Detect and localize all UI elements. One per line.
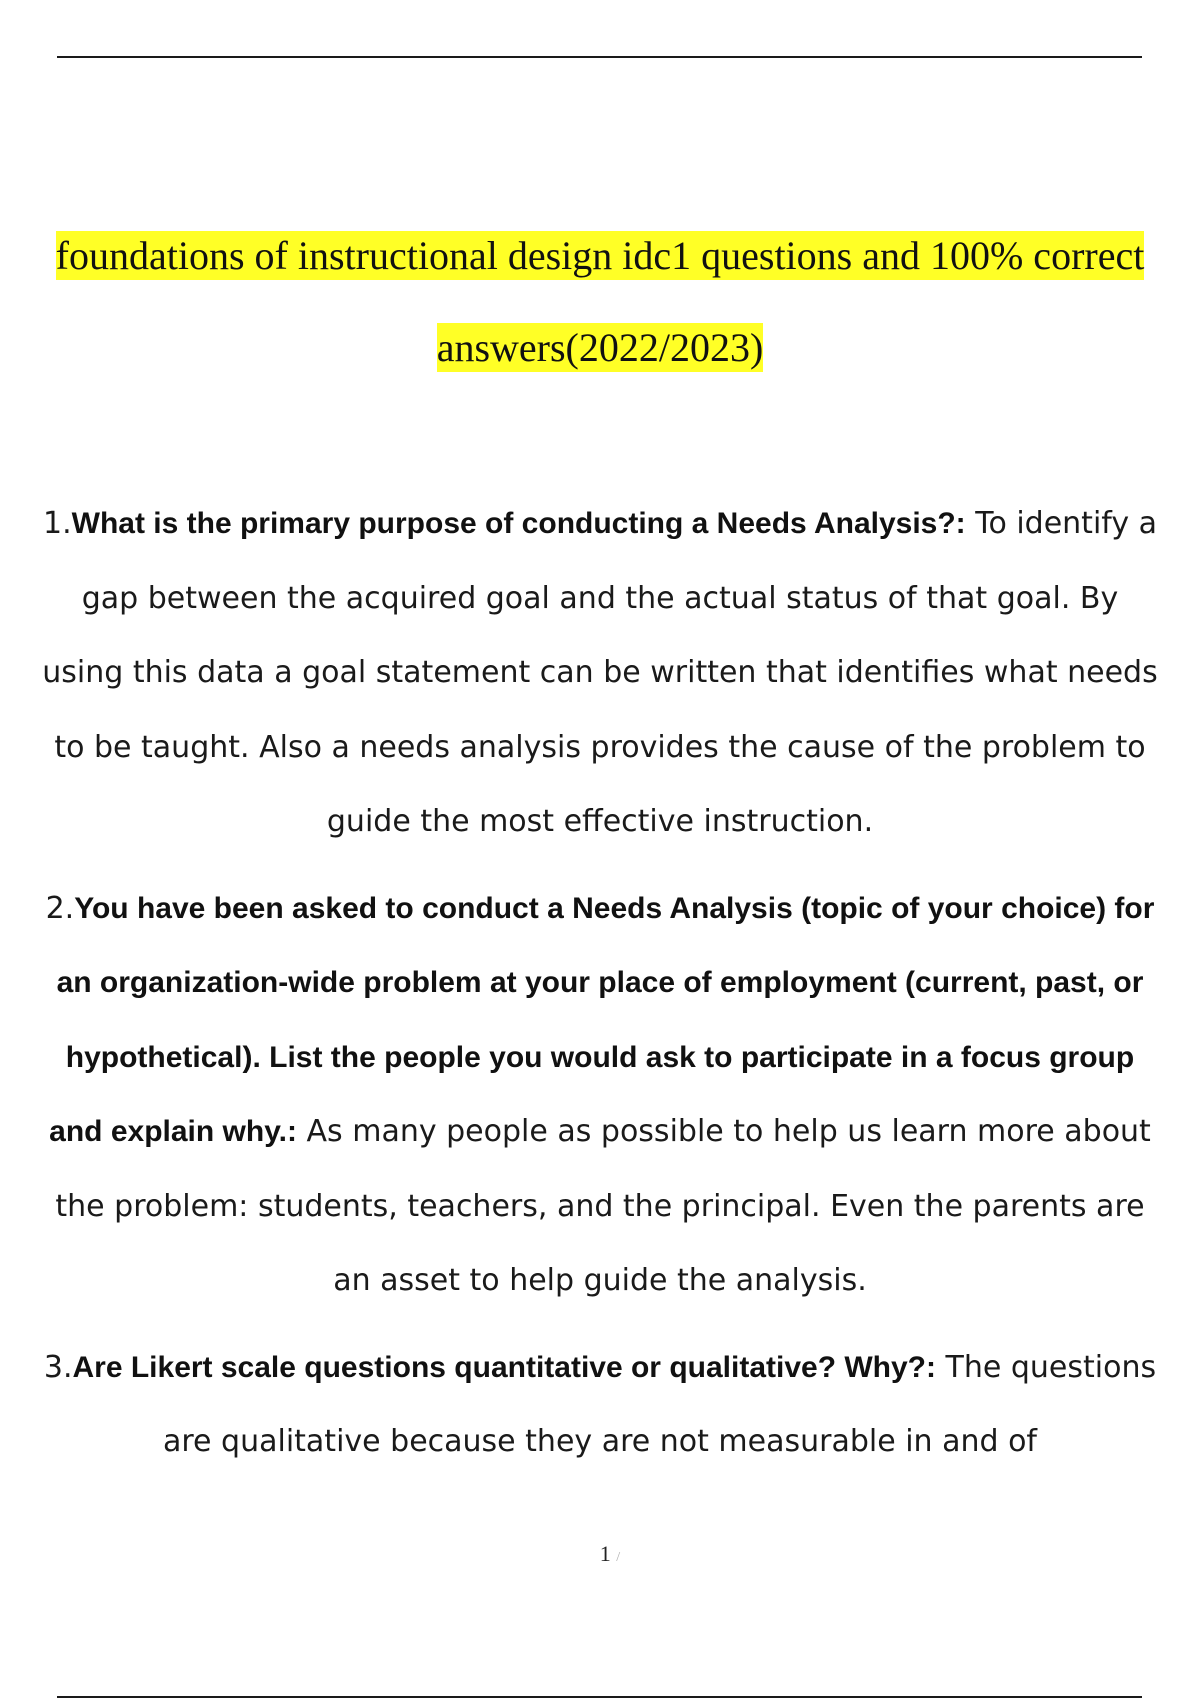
question-item-1 bbox=[40, 487, 1160, 860]
question-item-2 bbox=[40, 872, 1160, 1319]
question-number: 3. bbox=[43, 1349, 73, 1385]
top-rule bbox=[57, 56, 1142, 58]
answer-text: The questions are qualitative because they are not measurable in and of bbox=[163, 1349, 1157, 1459]
title-line-2: answers(2022/2023) bbox=[436, 325, 764, 370]
bottom-rule bbox=[57, 1696, 1142, 1698]
page-number-value: 1 bbox=[599, 1541, 611, 1566]
question-text: Are Likert scale questions quantitative or qualitative? Why?: bbox=[72, 1350, 936, 1384]
document-title bbox=[40, 210, 1160, 394]
question-number: 2. bbox=[45, 890, 75, 926]
answer-text: As many people as possible to help us learn more about the problem: students, teachers, and the principal. Even the parents are an asset to help guide the analysis. bbox=[55, 1114, 1151, 1298]
question-item-3 bbox=[40, 1331, 1160, 1480]
title-line-1: foundations of instructional design idc1 questions and 100% correct bbox=[55, 233, 1145, 278]
question-list bbox=[40, 487, 1160, 1492]
answer-text: To identify a gap between the acquired goal and the actual status of that goal. By using this data a goal statement can be written that identifies what needs to be taught. Also a needs analysis provides the cause of the problem to guide the most effective instruction. bbox=[42, 506, 1158, 839]
question-text: What is the primary purpose of conducting a Needs Analysis?: bbox=[71, 507, 966, 540]
question-number: 1. bbox=[43, 506, 72, 541]
page-separator: / bbox=[616, 1550, 621, 1565]
question-text: You have been asked to conduct a Needs Analysis (topic of your choice) for an organization-wide problem at your place of employment (current, past, or hypothetical). List the people you would ask to participate in a focus group and explain why.: bbox=[49, 891, 1155, 1148]
page-number bbox=[0, 1541, 1200, 1567]
